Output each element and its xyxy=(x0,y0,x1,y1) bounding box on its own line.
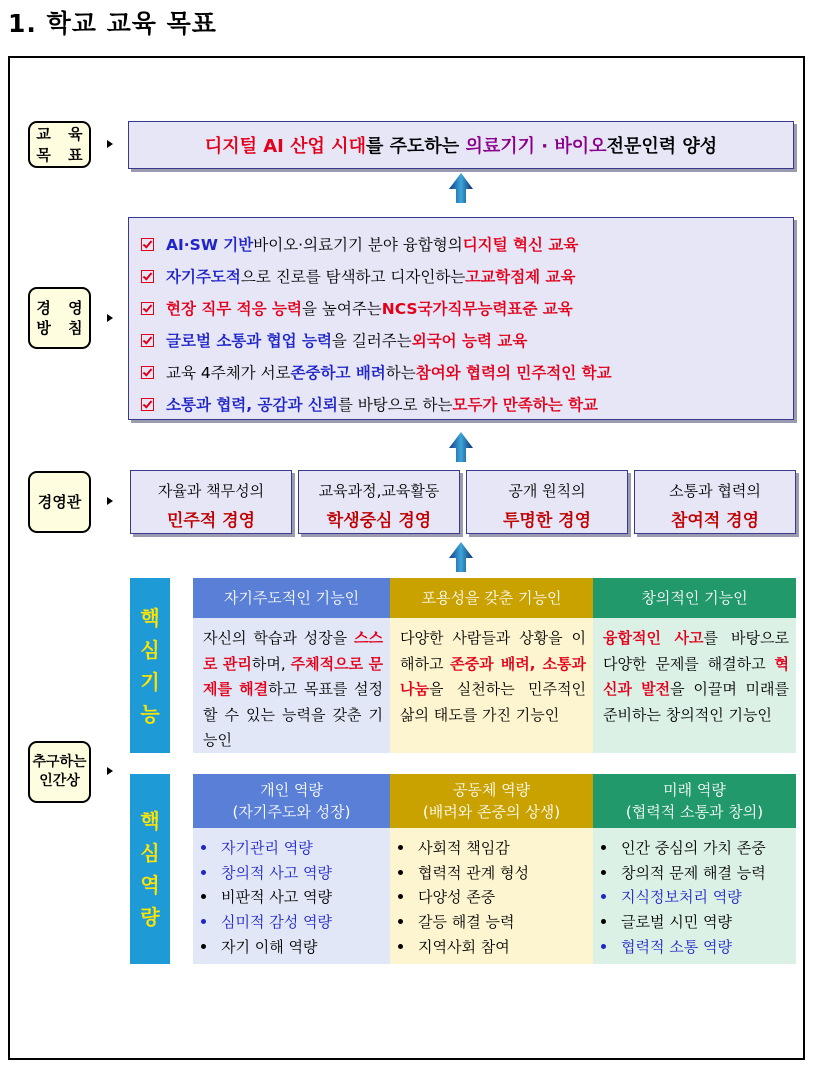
pointer-icon xyxy=(107,767,113,775)
core-skill-header-3: 창의적인 기능인 xyxy=(593,578,796,618)
policy-item: 교육 4주체가 서로 존중하고 배려 하는 참여와 협력의 민주적인 학교 xyxy=(141,356,793,388)
policy-item: 글로벌 소통과 협업 능력 을 길러주는 외국어 능력 교육 xyxy=(141,324,793,356)
pointer-icon xyxy=(107,497,113,505)
management-item-democratic: 자율과 책무성의 민주적 경영 xyxy=(130,470,292,534)
list-item: 글로벌 시민 역량 xyxy=(601,909,796,934)
list-item: 창의적 문제 해결 능력 xyxy=(601,860,796,885)
bullet-icon xyxy=(201,919,206,924)
list-item: 지역사회 참여 xyxy=(398,934,593,959)
education-goal-box: 디지털 AI 산업 시대 를 주도하는 의료기기 · 바이오 전문인력 양성 xyxy=(128,121,794,169)
bullet-icon xyxy=(398,919,403,924)
core-skill-header-2: 포용성을 갖춘 기능인 xyxy=(390,578,593,618)
bullet-icon xyxy=(201,845,206,850)
label-management-view: 경영관 xyxy=(28,471,91,533)
policy-item: 소통과 협력, 공감과 신뢰 를 바탕으로 하는 모두가 만족하는 학교 xyxy=(141,388,793,420)
bullet-icon xyxy=(398,944,403,949)
list-item: 자기관리 역량 xyxy=(201,835,390,860)
core-skill-header-1: 자기주도적인 기능인 xyxy=(193,578,390,618)
core-skill-body-3: 융합적인 사고를 바탕으로 다양한 문제를 해결하고 혁신과 발전을 이끌며 미래를 준비하는 창의적인 기능인 xyxy=(593,618,796,753)
competency-list-1 xyxy=(193,828,390,964)
competency-header-2: 공동체 역량 (배려와 존중의 상생) xyxy=(390,774,593,828)
core-competency-label: 핵 심 역 량 xyxy=(130,774,170,964)
competency-header-1: 개인 역량 (자기주도와 성장) xyxy=(193,774,390,828)
core-skill-label: 핵 심 기 능 xyxy=(130,578,170,753)
bullet-icon xyxy=(601,944,606,949)
management-item-student: 교육과정,교육활동 학생중심 경영 xyxy=(298,470,460,534)
bullet-icon xyxy=(201,944,206,949)
bullet-icon xyxy=(398,845,403,850)
bullet-icon xyxy=(601,919,606,924)
bullet-icon xyxy=(398,870,403,875)
up-arrow-icon xyxy=(449,542,473,572)
policy-item: AI·SW 기반 바이오·의료기기 분야 융합형의 디지털 혁신 교육 xyxy=(141,228,793,260)
list-item: 심미적 감성 역량 xyxy=(201,909,390,934)
list-item: 지식정보처리 역량 xyxy=(601,885,796,910)
management-policy-box xyxy=(128,217,794,420)
page-title: 1. 학교 교육 목표 xyxy=(8,9,217,38)
bullet-icon xyxy=(601,870,606,875)
list-item: 다양성 존중 xyxy=(398,885,593,910)
checkbox-icon xyxy=(141,366,154,379)
management-item-transparent: 공개 원칙의 투명한 경영 xyxy=(466,470,628,534)
policy-item: 현장 직무 적응 능력 을 높여주는 NCS국가직무능력표준 교육 xyxy=(141,292,793,324)
up-arrow-icon xyxy=(449,432,473,462)
list-item: 인간 중심의 가치 존중 xyxy=(601,835,796,860)
list-item: 협력적 소통 역량 xyxy=(601,934,796,959)
bullet-icon xyxy=(201,870,206,875)
competency-list-2 xyxy=(390,828,593,964)
list-item: 갈등 해결 능력 xyxy=(398,909,593,934)
checkbox-icon xyxy=(141,302,154,315)
list-item: 사회적 책임감 xyxy=(398,835,593,860)
bullet-icon xyxy=(398,894,403,899)
checkbox-icon xyxy=(141,334,154,347)
list-item: 창의적 사고 역량 xyxy=(201,860,390,885)
checkbox-icon xyxy=(141,270,154,283)
checkbox-icon xyxy=(141,238,154,251)
up-arrow-icon xyxy=(449,173,473,203)
pointer-icon xyxy=(107,314,113,322)
core-skill-body-1: 자신의 학습과 성장을 스스로 관리하며, 주체적으로 문제를 해결하고 목표를 설정할 수 있는 능력을 갖춘 기능인 xyxy=(193,618,390,753)
bullet-icon xyxy=(601,894,606,899)
label-education-goal: 교 육 목 표 xyxy=(28,121,91,168)
list-item: 협력적 관계 형성 xyxy=(398,860,593,885)
competency-header-3: 미래 역량 (협력적 소통과 창의) xyxy=(593,774,796,828)
bullet-icon xyxy=(201,894,206,899)
label-ideal-person: 추구하는 인간상 xyxy=(28,741,91,803)
list-item: 자기 이해 역량 xyxy=(201,934,390,959)
list-item: 비판적 사고 역량 xyxy=(201,885,390,910)
competency-list-3 xyxy=(593,828,796,964)
bullet-icon xyxy=(601,845,606,850)
core-skill-body-2: 다양한 사람들과 상황을 이해하고 존중과 배려, 소통과 나눔을 실천하는 민주적인 삶의 태도를 가진 기능인 xyxy=(390,618,593,753)
pointer-icon xyxy=(107,140,113,148)
label-management-policy: 경 영 방 침 xyxy=(28,287,91,349)
checkbox-icon xyxy=(141,398,154,411)
policy-item: 자기주도적 으로 진로를 탐색하고 디자인하는 고교학점제 교육 xyxy=(141,260,793,292)
management-item-participatory: 소통과 협력의 참여적 경영 xyxy=(634,470,796,534)
